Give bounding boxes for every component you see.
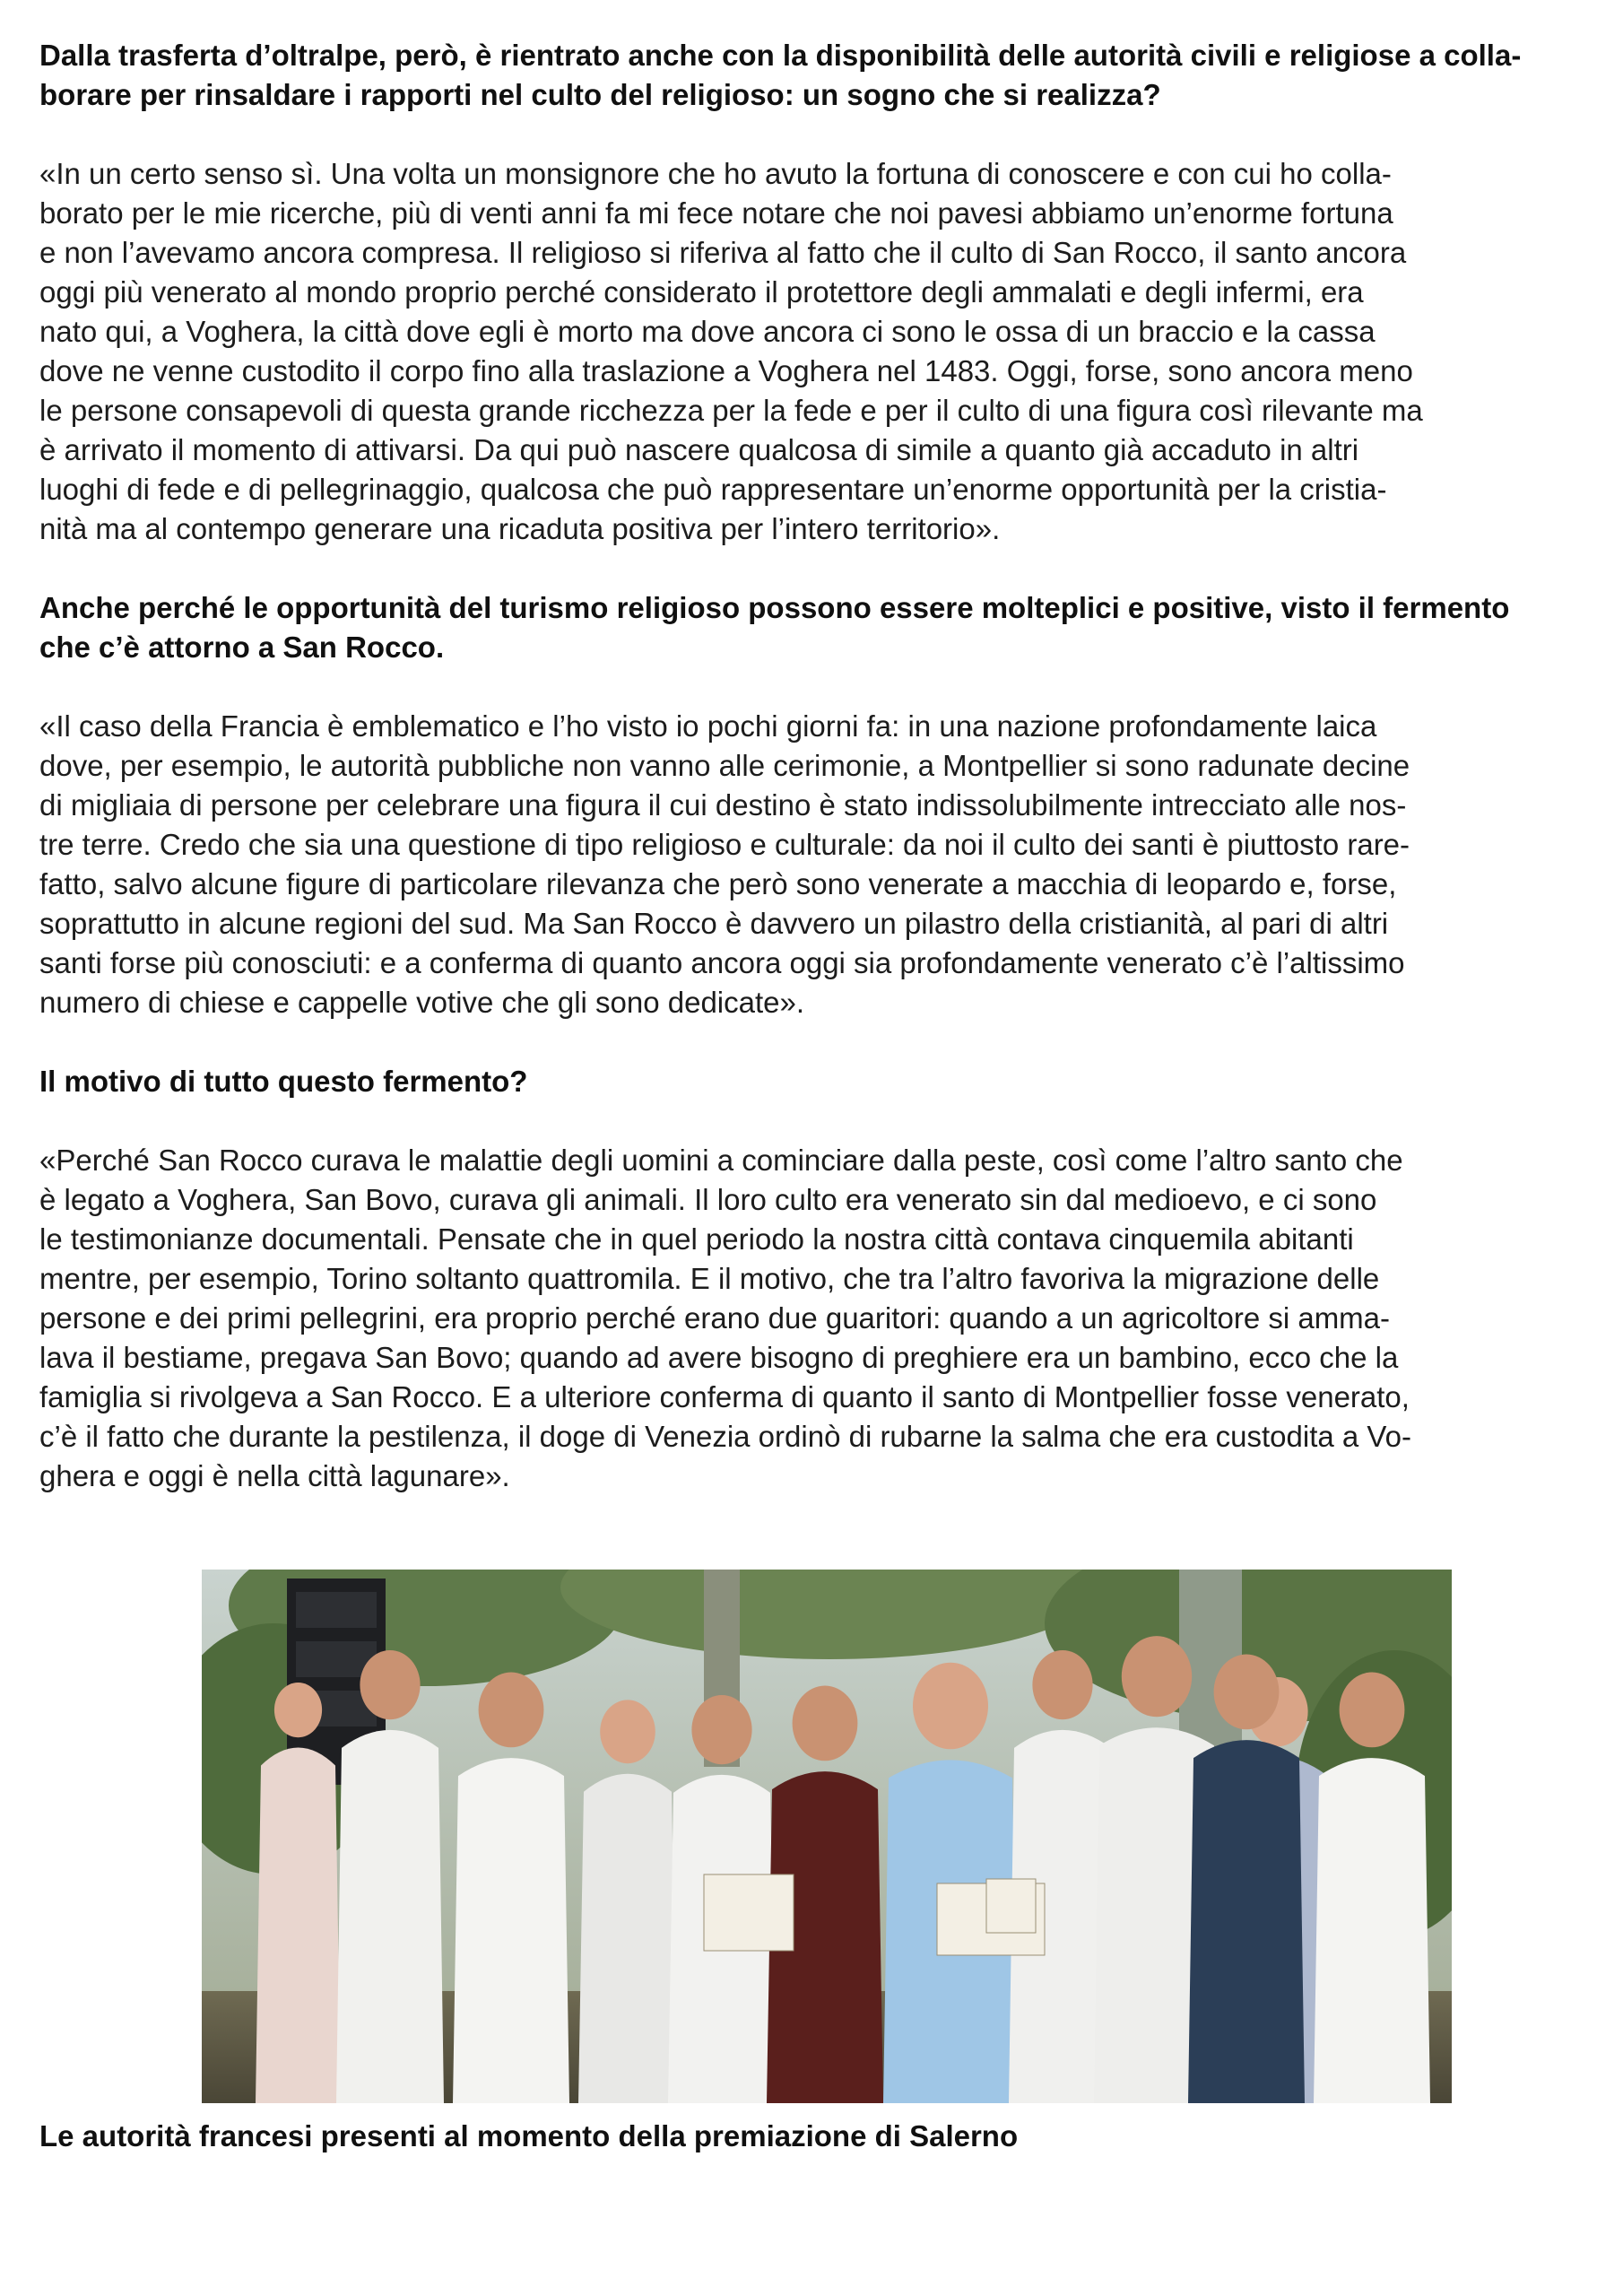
person-body (336, 1730, 444, 2103)
person-head (600, 1700, 655, 1763)
text-line: borato per le mie ricerche, più di venti anni fa mi fece notare che noi pavesi abbiamo un’enorme fortuna (39, 196, 1393, 230)
person-head (691, 1695, 751, 1764)
paragraph-gap (39, 1022, 1591, 1062)
text-line: che c’è attorno a San Rocco. (39, 631, 445, 664)
person-head (479, 1673, 544, 1748)
text-line: fatto, salvo alcune figure di particolare rilevanza che però sono venerate a macchia di leopardo e, forse, (39, 867, 1397, 900)
interview-answer (39, 707, 1591, 1022)
interview-question (39, 1062, 1591, 1101)
text-line: famiglia si rivolgeva a San Rocco. E a ulteriore conferma di quanto il santo di Montpellier fosse venerato, (39, 1380, 1410, 1413)
text-line: le persone consapevoli di questa grande ricchezza per la fede e per il culto di una figura così rilevante ma (39, 394, 1423, 427)
person-head (1340, 1673, 1405, 1748)
text-line: «In un certo senso sì. Una volta un monsignore che ho avuto la fortuna di conoscere e con cui ho colla- (39, 157, 1392, 190)
text-line: soprattutto in alcune regioni del sud. Ma San Rocco è davvero un pilastro della cristianità, al pari di altri (39, 907, 1389, 940)
paragraph-gap (39, 667, 1591, 707)
text-line: borare per rinsaldare i rapporti nel culto del religioso: un sogno che si realizza? (39, 78, 1161, 111)
certificate (704, 1874, 794, 1951)
person-body (1314, 1758, 1430, 2103)
text-line: dove ne venne custodito il corpo fino alla traslazione a Voghera nel 1483. Oggi, forse, sono ancora meno (39, 354, 1413, 387)
article-body (39, 36, 1591, 1496)
person-head (913, 1663, 988, 1750)
person-head (1214, 1655, 1280, 1730)
person-body (578, 1774, 677, 2103)
interview-answer (39, 154, 1591, 549)
person-head (274, 1683, 322, 1737)
text-line: Anche perché le opportunità del turismo religioso possono essere molteplici e positive, visto il fermento (39, 591, 1510, 624)
person-head (360, 1650, 420, 1719)
person-body (453, 1758, 569, 2103)
person-body (256, 1748, 341, 2103)
text-line: luoghi di fede e di pellegrinaggio, qualcosa che può rappresentare un’enorme opportunità per la cristia- (39, 473, 1387, 506)
text-line: oggi più venerato al mondo proprio perché considerato il protettore degli ammalati e degli infermi, era (39, 275, 1364, 309)
paragraph-gap (39, 549, 1591, 588)
paragraph-gap (39, 115, 1591, 154)
text-line: mentre, per esempio, Torino soltanto quattromila. E il motivo, che tra l’altro favoriva la migrazione delle (39, 1262, 1380, 1295)
photo-caption: Le autorità francesi presenti al momento della premiazione di Salerno (39, 2119, 1019, 2152)
text-line: dove, per esempio, le autorità pubbliche non vanno alle cerimonie, a Montpellier si sono radunate decine (39, 749, 1410, 782)
award-ceremony-photo (202, 1570, 1452, 2103)
person-head (1122, 1636, 1192, 1717)
person-head (1032, 1650, 1092, 1719)
text-line: e non l’avevamo ancora compresa. Il religioso si riferiva al fatto che il culto di San Rocco, il santo ancora (39, 236, 1407, 269)
interview-question (39, 36, 1591, 115)
text-line: ghera e oggi è nella città lagunare». (39, 1459, 510, 1492)
person-head (793, 1686, 858, 1761)
text-line: tre terre. Credo che sia una questione di tipo religioso e culturale: da noi il culto dei santi è piuttosto rare- (39, 828, 1410, 861)
person-body (1188, 1740, 1305, 2103)
text-line: numero di chiese e cappelle votive che gli sono dedicate». (39, 986, 805, 1019)
text-line: è arrivato il momento di attivarsi. Da qui può nascere qualcosa di simile a quanto già accaduto in altri (39, 433, 1359, 466)
text-line: di migliaia di persone per celebrare una figura il cui destino è stato indissolubilmente intrecciato alle nos- (39, 788, 1407, 822)
text-line: «Perché San Rocco curava le malattie degli uomini a cominciare dalla peste, così come l’altro santo che (39, 1144, 1403, 1177)
text-line: c’è il fatto che durante la pestilenza, il doge di Venezia ordinò di rubarne la salma che era custodita a Vo- (39, 1420, 1411, 1453)
text-line: lava il bestiame, pregava San Bovo; quando ad avere bisogno di preghiere era un bambino, ecco che la (39, 1341, 1399, 1374)
text-line: Il motivo di tutto questo fermento? (39, 1065, 528, 1098)
text-line: santi forse più conosciuti: e a conferma di quanto ancora oggi sia profondamente venerato c’è l’altissimo (39, 946, 1405, 979)
text-line: nità ma al contempo generare una ricaduta positiva per l’intero territorio». (39, 512, 1001, 545)
certificate (986, 1879, 1036, 1933)
text-line: le testimonianze documentali. Pensate che in quel periodo la nostra città contava cinquemila abitanti (39, 1222, 1354, 1256)
interview-question (39, 588, 1591, 667)
paragraph-gap (39, 1101, 1591, 1141)
text-line: nato qui, a Voghera, la città dove egli è morto ma dove ancora ci sono le ossa di un braccio e la cassa (39, 315, 1376, 348)
text-line: «Il caso della Francia è emblematico e l’ho visto io pochi giorni fa: in una nazione profondamente laica (39, 709, 1377, 743)
interview-answer (39, 1141, 1591, 1496)
text-line: Dalla trasferta d’oltralpe, però, è rientrato anche con la disponibilità delle autorità civili e religiose a colla- (39, 39, 1522, 72)
text-line: è legato a Voghera, San Bovo, curava gli animali. Il loro culto era venerato sin dal medioevo, e ci sono (39, 1183, 1377, 1216)
text-line: persone e dei primi pellegrini, era proprio perché erano due guaritori: quando a un agricoltore si amma- (39, 1301, 1391, 1335)
